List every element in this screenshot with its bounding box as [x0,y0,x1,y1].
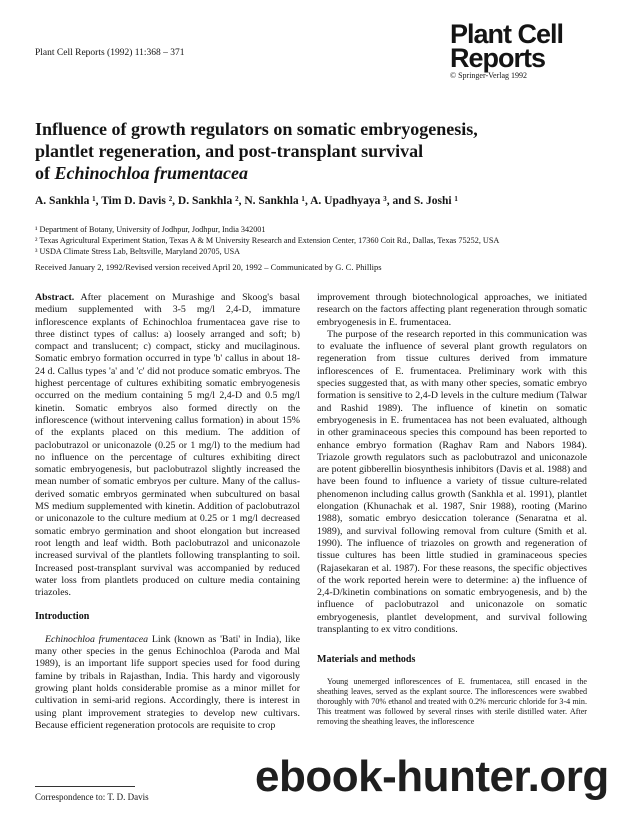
copyright: © Springer-Verlag 1992 [450,71,528,80]
affiliations [35,224,595,257]
right-paragraph-1: improvement through biotechnological approaches, we initiated research on the factors affecting plant regeneration through somatic embryogenesis in E. frumentacea. [317,292,587,328]
title-line-1: Influence of growth regulators on somatic embryogenesis, [35,119,478,139]
introduction-text: Link (known as 'Bati' in India), like many other species in the genus Echinochloa (Paroda and Mal 1989), is an important life support species used for food during famine by tribals in Rajasthan, India. This hardy and vigorously growing plant holds considerable promise as a minor millet for cultivation in semi-arid regions. Accordingly, there is interest in using plant improvement strategies to develop new cultivars. Because efficient regeneration protocols are requisite to crop [35,633,300,731]
article-title [35,118,595,184]
affiliation-2: ² Texas Agricultural Experiment Station, Texas A & M University Research and Extension Center, 17360 Coit Rd., Dallas, Texas 75252, USA [35,236,500,245]
watermark: ebook-hunter.org [255,752,609,801]
left-column [35,292,300,732]
title-line-2: plantlet regeneration, and post-transplant survival [35,141,424,161]
author-list: A. Sankhla ¹, Tim D. Davis ², D. Sankhla ², N. Sankhla ¹, A. Upadhyaya ³, and S. Joshi ¹ [35,195,458,207]
footnote-rule [35,786,135,787]
abstract-label: Abstract. [35,292,75,303]
title-species: Echinochloa frumentacea [54,163,249,183]
title-line-3 [35,162,595,184]
right-paragraph-2: The purpose of the research reported in this communication was to evaluate the influence of several plant growth regulators on regeneration from tissue cultures derived from immature inflorescences of E. frumentacea. Preliminary work with this species suggested that, as with many other species, somatic embryo formation is sensitive to 2,4-D levels in the culture medium (Talwar and Rashid 1989). The influence of kinetin on somatic embryogenesis in E. frumentacea has not been evaluated, although in other graminaceous species this compound has been reported to enhance embryo formation (Raghav Ram and Nabors 1984). Triazole growth regulators such as paclobutrazol and uniconazole are potent gibberellin biosynthesis inhibitors (Davis et al. 1988) and have been found to influence a variety of tissue culture-related phenomenon including callus growth (Sankhla et al. 1991), plantlet elongation (Khunachak et al. 1987, Snir 1988), rooting (Marino 1988), somatic embryo desiccation tolerance (Senaratna et al. 1989), and survival following removal from culture (Smith et al. 1990). The influence of triazoles on growth and regeneration of tissue cultures has been little studied in graminaceous species (Rajasekaran et al. 1987). For these reasons, the specific objectives of the work reported herein were to determine: a) the influence of 2,4-D/kinetin combinations on somatic embryogenesis, and b) the influence of paclobutrazol and uniconazole on somatic embryogenesis, plantlet development, and survival following transplanting to ex vitro conditions. [317,328,587,636]
title-line-3-prefix: of [35,163,50,183]
introduction-heading: Introduction [35,611,90,623]
abstract-text: After placement on Murashige and Skoog's basal medium supplemented with 3-5 mg/l 2,4-D, immature inflorescence explants of Echinochloa frumentacea gave rise to three distinct types of callus: a) loosely arranged and soft; b) compact and translucent; c) compact, sticky and mucilaginous. Somatic embryo formation occurred in type 'b' callus in about 18-24 d. Callus types 'a' and 'c' did not produce somatic embryos. The highest percentage of cultures exhibiting somatic embryogenesis occurred on the medium containing 5 mg/l 2,4-D and 0.5 mg/l kinetin. Somatic embryos also formed directly on the inflorescence (without intervening callus formation) in about 15% of the explants placed on this medium. The addition of paclobutrazol or uniconazole (0.25 or 1 mg/l) to the medium had no influence on the percentage of cultures exhibiting direct somatic embryogenesis, but paclobutrazol slightly increased the mean number of somatic embryos per culture. Many of the callus-derived somatic embryos germinated when subcultured on basal MS medium supplemented with kinetin. Addition of paclobutrazol or uniconazole to the culture medium at 0.25 or 1 mg/l decreased somatic embryo germination and shoot elongation but increased root length and leaf width. Both paclobutrazol and uniconazole increased survival of the plantlets following transplanting to soil. Increased post-transplant survival was accompanied by reduced water loss from plantlets produced on culture media containing triazoles. [35,292,300,599]
affiliation-3: ³ USDA Climate Stress Lab, Beltsville, Maryland 20705, USA [35,247,241,256]
affiliation-1: ¹ Department of Botany, University of Jodhpur, Jodhpur, India 342001 [35,225,266,234]
logo-line-2: Reports [450,43,546,73]
logo-line-1: Plant Cell [450,19,564,49]
methods-heading: Materials and methods [317,654,416,666]
introduction-species: Echinochloa frumentacea [45,633,149,645]
abstract [35,292,300,599]
methods-text: Young unemerged inflorescences of E. frumentacea, still encased in the sheathing leaves, served as the explant source. The inflorescences were swabbed thoroughly with 70% ethanol and treated with 0.2% mercuric chloride for 3-4 min. This treatment was followed by several rinses with sterile distilled water. After removing the sheathing leaves, the inflorescence [317,676,587,726]
right-column [317,292,587,727]
journal-reference: Plant Cell Reports (1992) 11:368 – 371 [35,48,185,58]
correspondence-note: Correspondence to: T. D. Davis [35,792,149,802]
journal-logo [450,19,590,80]
received-dates: Received January 2, 1992/Revised version received April 20, 1992 – Communicated by G. C. Phillips [35,262,382,272]
introduction-paragraph [35,634,300,732]
